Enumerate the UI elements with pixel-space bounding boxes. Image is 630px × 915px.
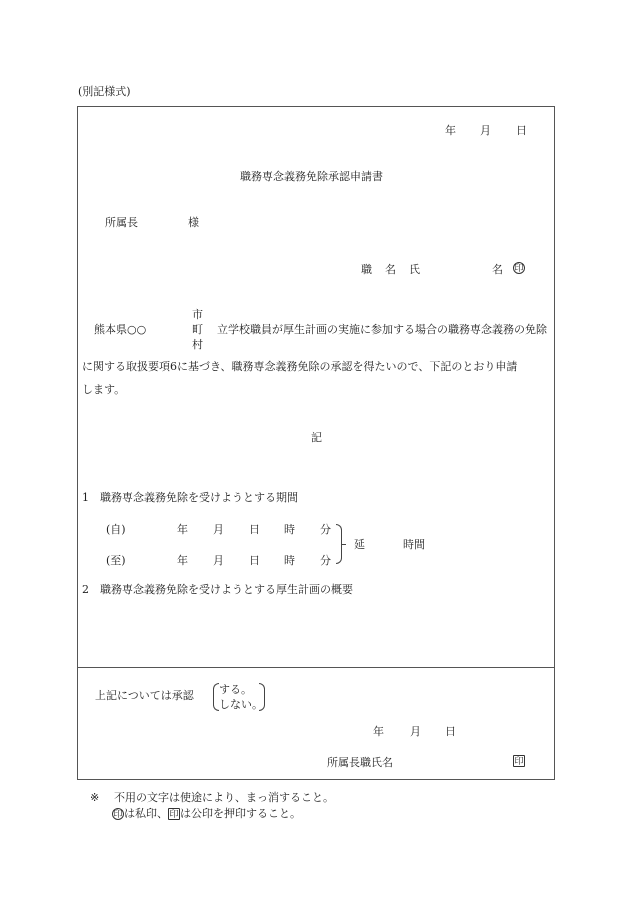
addressee-honorific: 様 [188,216,199,229]
from-day: 日 [249,523,260,536]
from-month: 月 [213,523,224,536]
document-title: 職務専念義務免除承認申請書 [240,170,383,183]
note-line-1: 不用の文字は使途により、まっ消すること。 [114,791,334,804]
option-village: 村 [192,338,203,351]
from-label: (自) [106,523,126,536]
addressee: 所属長 [105,216,138,229]
approval-signer: 所属長職氏名 [327,756,393,769]
to-label: (至) [106,554,126,567]
applicant-label-3: 氏 [409,263,420,276]
section-2-title: 職務専念義務免除を受けようとする厚生計画の概要 [100,583,353,596]
applicant-label-2: 名 [385,263,396,276]
body-line-1: 立学校職員が厚生計画の実施に参加する場合の職務専念義務の免除 [217,323,547,336]
approval-divider [77,667,555,668]
date-day: 日 [516,124,527,137]
approval-date-year: 年 [373,725,384,738]
extension-label: 延 [354,538,365,551]
approval-option-yes: する。 [219,683,252,696]
applicant-label-4: 名 [492,263,503,276]
from-year: 年 [177,523,188,536]
note-mark: ※ [90,791,100,804]
approval-option-no: しない。 [219,698,263,711]
note-private-seal-icon: 印 [113,810,123,820]
hours-label: 時間 [403,538,425,551]
date-month: 月 [480,124,491,137]
date-year: 年 [445,124,456,137]
body-line-2: に関する取扱要項6に基づき、職務専念義務免除の承認を得たいので、下記のとおり申請 [82,360,518,373]
from-hour: 時 [284,523,295,536]
note-line-2 [112,808,301,820]
to-year: 年 [177,554,188,567]
applicant-label-1: 職 [361,263,372,276]
to-hour: 時 [284,554,295,567]
prefecture: 熊本県○○ [94,323,147,336]
approval-text: 上記については承認 [95,689,194,702]
private-seal-icon: 印 [514,264,524,274]
ki-heading: 記 [311,431,322,444]
to-day: 日 [249,554,260,567]
section-1-number: 1 [82,491,89,504]
note-line-2a: は私印、 [124,807,168,820]
form-label: (別記様式) [78,85,131,98]
from-minute: 分 [320,523,331,536]
section-2-number: 2 [82,583,89,596]
approval-date-month: 月 [410,725,421,738]
to-minute: 分 [320,554,331,567]
option-town: 町 [192,323,203,336]
option-city: 市 [192,308,203,321]
to-month: 月 [213,554,224,567]
approval-date-day: 日 [445,725,456,738]
note-line-2b: は公印を押印すること。 [180,807,301,820]
note-public-seal-icon: 印 [169,810,179,820]
section-1-title: 職務専念義務免除を受けようとする期間 [100,491,298,504]
period-brace-tip [341,544,346,545]
public-seal-icon: 印 [514,757,524,767]
approval-right-paren [259,683,265,711]
body-line-3: します。 [82,383,126,396]
